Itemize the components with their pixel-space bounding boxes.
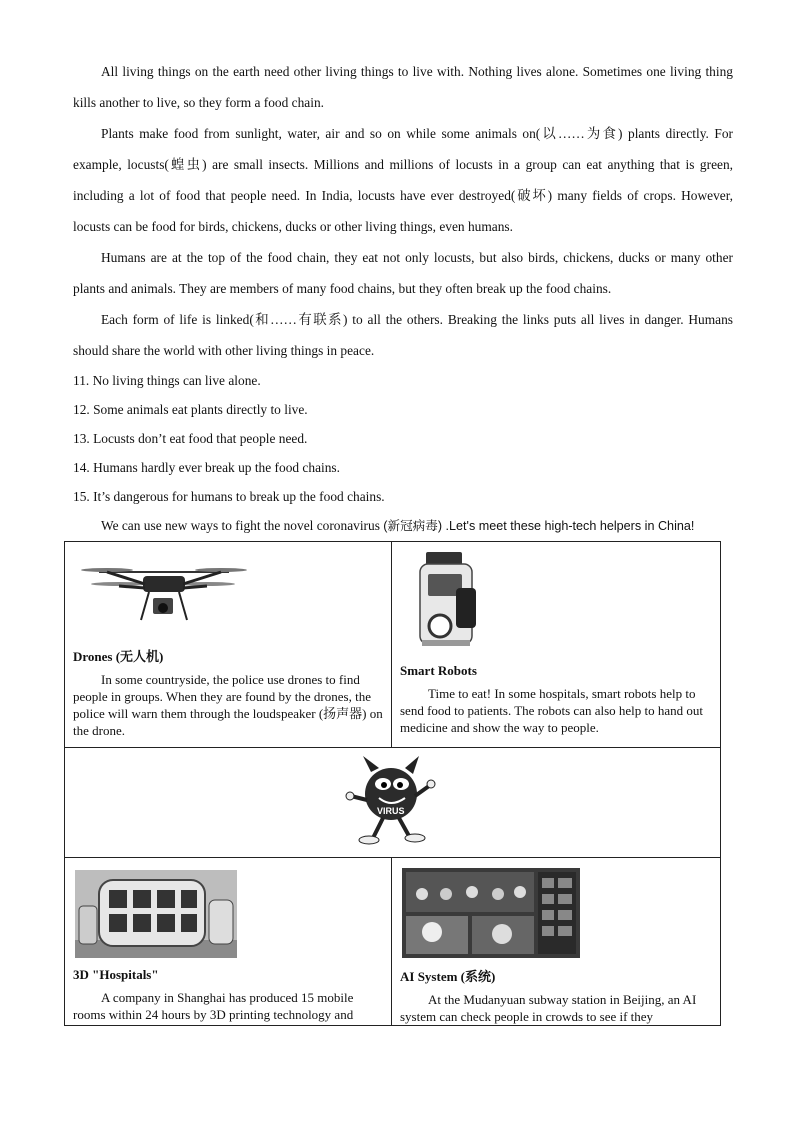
card-3d-hospitals bbox=[65, 858, 392, 1026]
robot-photo-icon bbox=[414, 548, 484, 654]
question-item: 12. Some animals eat plants directly to live. bbox=[73, 402, 308, 417]
intro-line bbox=[73, 511, 733, 541]
card-drones bbox=[65, 542, 392, 748]
questions-list bbox=[73, 366, 733, 511]
3d-hospital-photo-icon bbox=[75, 870, 237, 958]
question-item: 14. Humans hardly ever break up the food chains. bbox=[73, 460, 340, 475]
card-title: Drones (无人机) bbox=[73, 649, 164, 664]
card-body: Time to eat! In some hospitals, smart robots help to send food to patients. The robots can also help to hand out medicine and show the way to people. bbox=[400, 686, 704, 735]
virus-cartoon-icon bbox=[343, 752, 443, 852]
card-title: 3D "Hospitals" bbox=[73, 967, 159, 982]
card-body: At the Mudanyuan subway station in Beijing, an AI system can check people in crowds to see if they bbox=[400, 992, 697, 1024]
intro-text: We can use new ways to fight the novel coronavirus bbox=[101, 518, 384, 533]
paragraph-1: All living things on the earth need other living things to live with. Nothing lives alone. Sometimes one living thing kills another to live, so they form a food chain. bbox=[73, 64, 733, 110]
card-title: Smart Robots bbox=[400, 663, 477, 678]
card-body: In some countryside, the police use drones to find people in groups. When they are found by the drones, the police will warn them through the loudspeaker (扬声器) on the drone. bbox=[73, 672, 383, 738]
card-title: AI System (系统) bbox=[400, 969, 496, 984]
card-ai-system bbox=[392, 858, 721, 1026]
card-body: A company in Shanghai has produced 15 mobile rooms within 24 hours by 3D printing technology and bbox=[73, 990, 354, 1022]
question-item: 13. Locusts don’t eat food that people need. bbox=[73, 431, 308, 446]
reading-passage bbox=[73, 56, 733, 541]
card-robots bbox=[392, 542, 721, 748]
question-item: 11. No living things can live alone. bbox=[73, 373, 261, 388]
intro-text-sans: (新冠病毒) .Let's meet these high-tech helpers in China! bbox=[383, 519, 695, 533]
thermal-screen-photo-icon bbox=[402, 868, 580, 958]
virus-label: VIRUS bbox=[376, 806, 405, 816]
paragraph-4: Each form of life is linked(和……有联系) to all the others. Breaking the links puts all lives in danger. Humans should share the world with other living things in peace. bbox=[73, 312, 733, 358]
paragraph-2: Plants make food from sunlight, water, air and so on while some animals on(以……为食) plants directly. For example, locusts(蝗虫) are small insects. Millions and millions of locusts in a group can eat anything that is green, including a lot of food that people need. In India, locusts have ever destroyed(破坏) many fields of crops. However, locusts can be food for birds, chickens, ducks or other living things, even humans. bbox=[73, 126, 733, 234]
virus-row bbox=[65, 748, 721, 858]
drone-photo-icon bbox=[79, 554, 249, 634]
helpers-table bbox=[64, 541, 721, 1026]
paragraph-3: Humans are at the top of the food chain, they eat not only locusts, but also birds, chickens, ducks or many other plants and animals. They are members of many food chains, but they often break up the food chains. bbox=[73, 250, 733, 296]
question-item: 15. It’s dangerous for humans to break up the food chains. bbox=[73, 489, 385, 504]
